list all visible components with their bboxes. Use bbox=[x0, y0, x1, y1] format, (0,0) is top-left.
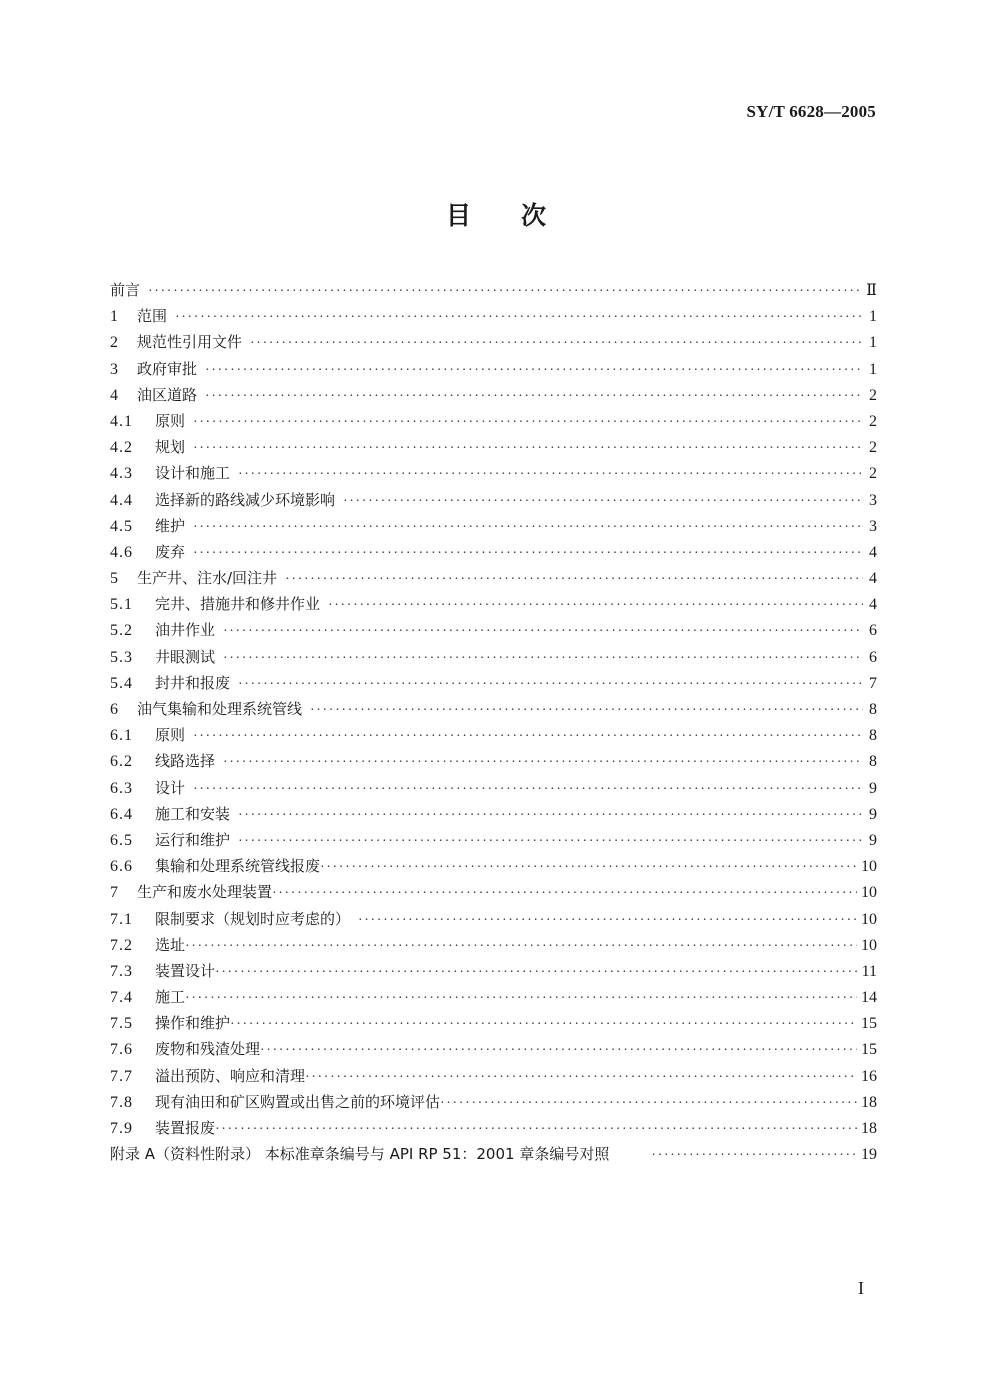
dot-leader bbox=[223, 651, 863, 667]
toc-entry-page: 3 bbox=[869, 491, 877, 509]
dot-leader bbox=[651, 1148, 857, 1164]
toc-entry-page: 6 bbox=[869, 622, 877, 640]
toc-entry-page: 11 bbox=[861, 962, 877, 980]
dot-leader bbox=[205, 389, 863, 405]
toc-entry[interactable] bbox=[110, 1117, 877, 1143]
toc-entry[interactable] bbox=[110, 541, 877, 567]
toc-entry[interactable] bbox=[110, 908, 877, 934]
toc-entry-page: 6 bbox=[869, 648, 877, 666]
toc-entry-number: 4.4 bbox=[110, 491, 133, 509]
dot-leader bbox=[305, 1070, 857, 1086]
toc-entry-label: 规划 bbox=[155, 438, 186, 457]
toc-entry-label: 附录 A（资料性附录） 本标准章条编号与 API RP 51：2001 章条编号对照 bbox=[110, 1145, 610, 1164]
toc-entry-page: 4 bbox=[869, 596, 877, 614]
toc-entry-label: 线路选择 bbox=[155, 752, 216, 771]
toc-entry-number: 7.6 bbox=[110, 1041, 133, 1059]
dot-leader bbox=[310, 703, 863, 719]
title-char-1: 目 bbox=[445, 201, 471, 230]
dot-leader bbox=[215, 1122, 857, 1138]
toc-entry-page: 2 bbox=[869, 465, 877, 483]
toc-entry-page: 2 bbox=[869, 439, 877, 457]
toc-entry-label: 政府审批 bbox=[137, 359, 198, 378]
toc-entry-page: 1 bbox=[869, 334, 877, 352]
toc-entry-label: 溢出预防、响应和清理 bbox=[155, 1066, 306, 1085]
toc-entry-number: 6.5 bbox=[110, 831, 133, 849]
dot-leader bbox=[358, 913, 857, 929]
toc-entry-label: 现有油田和矿区购置或出售之前的环境评估 bbox=[155, 1092, 441, 1111]
toc-entry-label: 生产和废水处理装置 bbox=[137, 883, 273, 902]
page-title bbox=[0, 196, 992, 232]
toc-entry-page: 9 bbox=[869, 779, 877, 797]
toc-entry-number: 4.6 bbox=[110, 543, 133, 561]
dot-leader bbox=[223, 755, 863, 771]
toc-entry-number: 3 bbox=[110, 360, 119, 378]
toc-entry-page: 14 bbox=[861, 989, 877, 1007]
toc-entry[interactable] bbox=[110, 986, 877, 1012]
toc-entry-label: 完井、措施井和修井作业 bbox=[155, 595, 321, 614]
toc-entry-label: 油区道路 bbox=[137, 385, 198, 404]
table-of-contents bbox=[110, 279, 877, 1169]
toc-entry-page: 15 bbox=[861, 1015, 877, 1033]
dot-leader bbox=[320, 860, 857, 876]
toc-entry-number: 5.4 bbox=[110, 674, 133, 692]
toc-entry-number: 5.1 bbox=[110, 596, 133, 614]
toc-entry-page: 8 bbox=[869, 753, 877, 771]
toc-entry[interactable] bbox=[110, 646, 877, 672]
dot-leader bbox=[238, 808, 863, 824]
toc-entry-label: 操作和维护 bbox=[155, 1014, 231, 1033]
dot-leader bbox=[193, 729, 863, 745]
toc-entry-label: 选址 bbox=[155, 935, 186, 954]
toc-entry-page: 10 bbox=[861, 858, 877, 876]
toc-entry-label: 井眼测试 bbox=[155, 647, 216, 666]
toc-entry-page: 9 bbox=[869, 805, 877, 823]
toc-entry-page: 1 bbox=[869, 308, 877, 326]
toc-entry-number: 4.1 bbox=[110, 412, 133, 430]
dot-leader bbox=[193, 782, 863, 798]
toc-entry-number: 7 bbox=[110, 884, 119, 902]
dot-leader bbox=[230, 1017, 857, 1033]
toc-entry-number: 7.4 bbox=[110, 989, 133, 1007]
dot-leader bbox=[238, 467, 863, 483]
dot-leader bbox=[440, 1096, 857, 1112]
toc-entry[interactable] bbox=[110, 279, 877, 305]
toc-entry-page: 18 bbox=[861, 1093, 877, 1111]
toc-entry-page: 19 bbox=[861, 1146, 877, 1164]
dot-leader bbox=[193, 520, 863, 536]
toc-entry-number: 7.7 bbox=[110, 1067, 133, 1085]
toc-entry-page: 7 bbox=[869, 674, 877, 692]
dot-leader bbox=[215, 965, 858, 981]
toc-entry-page: 2 bbox=[869, 412, 877, 430]
toc-entry[interactable] bbox=[110, 489, 877, 515]
toc-entry-number: 2 bbox=[110, 334, 119, 352]
toc-entry-page: 10 bbox=[861, 936, 877, 954]
toc-entry-label: 维护 bbox=[155, 516, 186, 535]
toc-entry-number: 4 bbox=[110, 386, 119, 404]
toc-entry-label: 废物和残渣处理 bbox=[155, 1040, 261, 1059]
dot-leader bbox=[185, 991, 857, 1007]
dot-leader bbox=[260, 1043, 857, 1059]
toc-entry-number: 4.2 bbox=[110, 439, 133, 457]
toc-entry-page: 8 bbox=[869, 701, 877, 718]
toc-entry[interactable] bbox=[110, 1038, 877, 1064]
toc-entry-page: 4 bbox=[869, 543, 877, 561]
toc-entry-label: 原则 bbox=[155, 726, 186, 745]
toc-entry-label: 限制要求（规划时应考虑的） bbox=[155, 909, 351, 928]
toc-entry-label: 油井作业 bbox=[155, 621, 216, 640]
toc-entry-page: 15 bbox=[861, 1041, 877, 1059]
toc-entry-number: 6.2 bbox=[110, 753, 133, 771]
toc-entry-label: 选择新的路线减少环境影响 bbox=[155, 490, 336, 509]
dot-leader bbox=[238, 677, 863, 693]
toc-entry[interactable] bbox=[110, 934, 877, 960]
toc-entry[interactable] bbox=[110, 619, 877, 645]
title-char-2: 次 bbox=[521, 201, 547, 230]
toc-entry-page: 8 bbox=[869, 727, 877, 745]
toc-entry[interactable] bbox=[110, 1143, 877, 1169]
toc-entry[interactable] bbox=[110, 1065, 877, 1091]
page-number: I bbox=[858, 1278, 864, 1298]
toc-entry[interactable] bbox=[110, 515, 877, 541]
dot-leader bbox=[223, 624, 863, 640]
document-code: SY/T 6628—2005 bbox=[746, 102, 876, 121]
toc-entry-label: 规范性引用文件 bbox=[137, 333, 243, 352]
toc-entry-page: 16 bbox=[861, 1067, 877, 1085]
toc-entry-page: 9 bbox=[869, 831, 877, 849]
toc-entry-label: 施工和安装 bbox=[155, 804, 231, 823]
toc-entry-page: 18 bbox=[861, 1120, 877, 1137]
toc-entry-page: 4 bbox=[869, 570, 877, 588]
toc-entry[interactable] bbox=[110, 777, 877, 803]
toc-entry-label: 施工 bbox=[155, 988, 186, 1007]
toc-entry-number: 4.5 bbox=[110, 517, 133, 535]
toc-entry-label: 设计 bbox=[155, 778, 186, 797]
toc-entry[interactable] bbox=[110, 803, 877, 829]
toc-entry-number: 7.3 bbox=[110, 962, 133, 980]
toc-entry-number: 4.3 bbox=[110, 465, 133, 483]
toc-entry[interactable] bbox=[110, 1012, 877, 1038]
toc-entry-page: 3 bbox=[869, 517, 877, 535]
toc-entry-label: 集输和处理系统管线报废 bbox=[155, 857, 321, 876]
toc-entry[interactable] bbox=[110, 305, 877, 331]
toc-entry-number: 5.3 bbox=[110, 648, 133, 666]
dot-leader bbox=[250, 336, 863, 352]
dot-leader bbox=[328, 598, 863, 614]
toc-entry[interactable] bbox=[110, 1091, 877, 1117]
toc-entry-page: 1 bbox=[869, 360, 877, 378]
toc-entry[interactable] bbox=[110, 672, 877, 698]
toc-entry[interactable] bbox=[110, 829, 877, 855]
dot-leader bbox=[193, 441, 863, 457]
toc-entry[interactable] bbox=[110, 855, 877, 881]
toc-entry-number: 7.8 bbox=[110, 1093, 133, 1111]
toc-entry-number: 1 bbox=[110, 308, 119, 326]
toc-entry-number: 6.6 bbox=[110, 858, 133, 876]
toc-entry[interactable] bbox=[110, 410, 877, 436]
toc-entry[interactable] bbox=[110, 960, 877, 986]
toc-entry-number: 7.5 bbox=[110, 1015, 133, 1033]
toc-entry-label: 装置报废 bbox=[155, 1119, 216, 1137]
toc-entry[interactable] bbox=[110, 331, 877, 357]
toc-entry-label: 前言 bbox=[110, 281, 141, 299]
toc-entry[interactable] bbox=[110, 881, 877, 907]
toc-entry[interactable] bbox=[110, 593, 877, 619]
toc-entry-label: 废弃 bbox=[155, 542, 186, 561]
toc-entry-number: 6.1 bbox=[110, 727, 133, 745]
toc-entry-label: 运行和维护 bbox=[155, 830, 231, 849]
dot-leader bbox=[185, 939, 857, 955]
dot-leader bbox=[238, 834, 863, 850]
toc-entry-label: 生产井、注水/回注井 bbox=[137, 569, 278, 588]
toc-entry[interactable] bbox=[110, 750, 877, 776]
toc-entry-label: 设计和施工 bbox=[155, 464, 231, 483]
dot-leader bbox=[148, 284, 862, 300]
dot-leader bbox=[175, 310, 863, 326]
toc-entry[interactable] bbox=[110, 462, 877, 488]
toc-entry-number: 6 bbox=[110, 701, 119, 718]
toc-entry-number: 6.3 bbox=[110, 779, 133, 797]
toc-entry[interactable] bbox=[110, 436, 877, 462]
toc-entry-label: 装置设计 bbox=[155, 961, 216, 980]
toc-entry[interactable] bbox=[110, 724, 877, 750]
toc-entry-number: 7.1 bbox=[110, 910, 133, 928]
dot-leader bbox=[193, 415, 863, 431]
toc-entry[interactable] bbox=[110, 698, 877, 724]
toc-entry[interactable] bbox=[110, 358, 877, 384]
dot-leader bbox=[205, 363, 863, 379]
dot-leader bbox=[193, 546, 863, 562]
toc-entry-label: 范围 bbox=[137, 307, 168, 326]
toc-entry-label: 原则 bbox=[155, 411, 186, 430]
dot-leader bbox=[343, 494, 863, 510]
toc-entry[interactable] bbox=[110, 384, 877, 410]
toc-entry-page: Ⅱ bbox=[866, 282, 877, 299]
toc-entry-page: 10 bbox=[861, 884, 877, 902]
dot-leader bbox=[272, 886, 857, 902]
toc-entry-number: 5.2 bbox=[110, 622, 133, 640]
toc-entry-number: 7.2 bbox=[110, 936, 133, 954]
toc-entry-number: 7.9 bbox=[110, 1120, 133, 1137]
toc-entry-page: 2 bbox=[869, 386, 877, 404]
dot-leader bbox=[285, 572, 863, 588]
toc-entry-page: 10 bbox=[861, 910, 877, 928]
toc-entry-number: 5 bbox=[110, 570, 119, 588]
toc-entry-number: 6.4 bbox=[110, 805, 133, 823]
toc-entry-label: 油气集输和处理系统管线 bbox=[137, 700, 303, 718]
toc-entry-label: 封井和报废 bbox=[155, 673, 231, 692]
toc-entry[interactable] bbox=[110, 567, 877, 593]
